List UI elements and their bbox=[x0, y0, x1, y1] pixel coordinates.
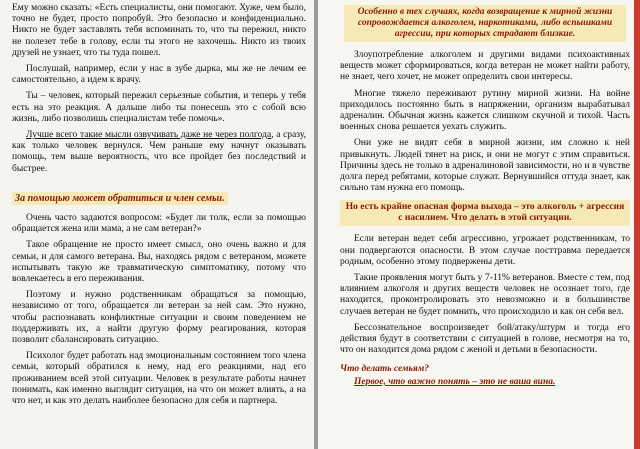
paragraph: Такое обращение не просто имеет смысл, оно очень важно и для семьи, и для самого ветерана. Вы, находясь рядом с ветераном, можете испытывать такую же травматическую симптоматику, потому что вовлекаетесь в его переживания. bbox=[12, 240, 306, 285]
paragraph: Если ветеран ведет себя агрессивно, угрожает родственникам, то они подвергаются опасности. В этом случае посттравма передается родным, особенно этому подвержены дети. bbox=[340, 234, 630, 267]
underlined-phrase: Лучше всего такие мысли озвучивать даже не через полгода bbox=[26, 130, 272, 141]
highlight-heading: Но есть крайне опасная форма выхода – это алкоголь + агрессия с насилием. Что делать в этой ситуации. bbox=[340, 200, 630, 226]
paragraph: Ты – человек, который пережил серьезные события, и теперь у тебя есть на это реакция. А дальше либо ты понесешь это с собой всю жизнь, либо позволишь специалистам тебе помочь». bbox=[12, 91, 306, 124]
paragraph: Такие проявления могут быть у 7-11% ветеранов. Вместе с тем, под влиянием алкоголя и других веществ человек не осознает того, где находится, проконтролировать это невозможно и в большинстве случаев ветеран не будет помнить, что происходило и как он себя вел. bbox=[340, 273, 630, 317]
right-page bbox=[318, 0, 640, 449]
paragraph-rest: , а сразу, как только человек вернулся. Чем раньше ему начнут оказывать помощь, тем выше вероятность, что все пройдет без последствий и быстрее. bbox=[12, 130, 306, 174]
paragraph: Многие тяжело переживают рутину мирной жизни. На войне приходилось постоянно быть в напряжении, организм вырабатывал адреналин. Обычная жизнь кажется слишком скучной и тихой. Часть военных снова решается уехать служить. bbox=[340, 88, 630, 133]
left-page bbox=[0, 0, 314, 449]
page-edge-stripe bbox=[634, 0, 640, 449]
paragraph: Психолог будет работать над эмоциональным состоянием того члена семьи, который обратился к нему, над его реакциями, над его проживанием всей этой ситуации. Человек в результате работы начнет понимать, как именно выглядит ситуация, на что он может влиять, а на что нет, и как это делать наиболее безопасно для себя и партнера. bbox=[12, 351, 306, 407]
paragraph: Поэтому и нужно родственникам обращаться за помощью, независимо от того, обращается ли ветеран за ней сам. Это нужно, чтобы распознавать конфликтные ситуации и своим поведением не поддерживать их, а найти другую форму реагирования, которая позволит сбалансировать ситуацию. bbox=[12, 290, 306, 346]
paragraph: Послушай, например, если у нас в зубе дырка, мы же не лечим ее самостоятельно, а идем к врачу. bbox=[12, 64, 306, 86]
paragraph: Очень часто задаются вопросом: «Будет ли толк, если за помощью обращается жена или мама, а не сам ветеран?» bbox=[12, 213, 306, 235]
question-subheading: Первое, что важно понять – это не ваша вина. bbox=[354, 376, 556, 387]
section-heading: За помощью может обратиться и член семьи. bbox=[12, 192, 228, 205]
section-heading: Особенно в тех случаях, когда возвращение к мирной жизни сопровождается алкоголем, наркотиками, либо вспышками агрессии, при которых страдают близкие. bbox=[344, 5, 626, 42]
paragraph bbox=[12, 130, 306, 175]
paragraph: Злоупотребление алкоголем и другими видами психоактивных веществ может сформироваться, когда ветеран не может найти работу, не знает, чего хочет, не может определить свои интересы. bbox=[340, 50, 630, 83]
paragraph: Ему можно сказать: «Есть специалисты, они помогают. Хуже, чем было, точно не будет, просто попробуй. Это безопасно и конфиденциально. Никто не будет заставлять тебя вспоминать то, что ты пережил, никто не полезет тебе в голову, если ты этого не захочешь. Никто из твоих друзей не узнает, что ты туда пошел. bbox=[12, 3, 306, 58]
question-heading: Что делать семьям? bbox=[340, 364, 429, 375]
paragraph: Бессознательное воспроизведет бой/атаку/штурм и тогда его действия будут в соответствии с ситуацией в голове, несмотря на то, что он находится дома рядом с женой и детьми в безопасности. bbox=[340, 322, 630, 356]
paragraph: Они уже не видят себя в мирной жизни, им сложно к ней привыкнуть. Людей тянет на риск, и они не могут с этим справиться. Причины здесь не только в адреналиновой зависимости, но и в чувстве долга перед ребятами, которые служат. Вернувшийся оттуда знает, как сильно там нужна его помощь. bbox=[340, 138, 630, 194]
